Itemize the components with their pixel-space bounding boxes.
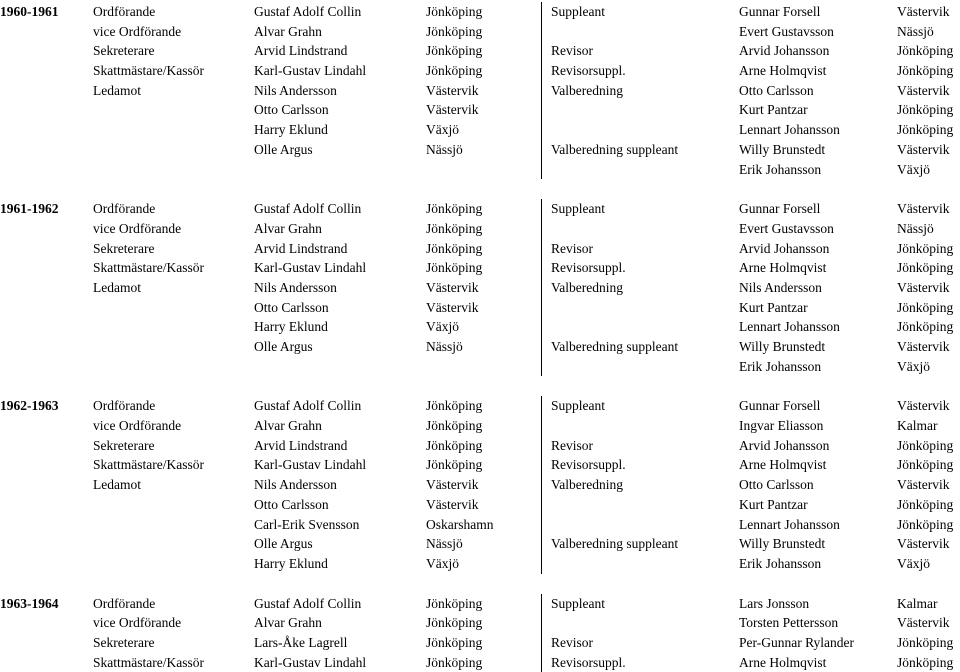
committee-name-cell: Gunnar Forsell	[739, 201, 821, 217]
role-cell: Skattmästare/Kassör	[93, 260, 204, 276]
table-row	[0, 594, 960, 614]
table-row	[0, 278, 960, 298]
committee-role-cell: Revisor	[551, 437, 593, 453]
role-cell: Sekreterare	[93, 43, 155, 59]
town-cell: Jönköping	[426, 418, 483, 434]
name-cell: Karl-Gustav Lindahl	[254, 457, 367, 473]
name-cell: Nils Andersson	[254, 477, 337, 493]
name-cell: Alvar Grahn	[254, 23, 322, 39]
table-row	[0, 416, 960, 436]
name-cell: Lars-Åke Lagrell	[254, 634, 348, 650]
committee-name-cell: Kurt Pantzar	[739, 496, 808, 512]
committee-town-cell: Växjö	[897, 555, 930, 571]
committee-town-cell: Jönköping	[897, 122, 954, 138]
name-cell: Olle Argus	[254, 536, 313, 552]
committee-town-cell: Växjö	[897, 161, 930, 177]
name-cell: Olle Argus	[254, 141, 313, 157]
committee-role-cell: Revisorsuppl.	[551, 260, 626, 276]
table-row	[0, 495, 960, 515]
committee-role-cell: Suppleant	[551, 595, 605, 611]
committee-name-cell: Lennart Johansson	[739, 122, 840, 138]
committee-role-cell: Suppleant	[551, 4, 605, 19]
town-cell: Nässjö	[426, 536, 463, 552]
committee-name-cell: Otto Carlsson	[739, 82, 814, 98]
town-cell: Nässjö	[426, 141, 463, 157]
table-row	[0, 613, 960, 633]
committee-role-cell: Revisor	[551, 43, 593, 59]
table-row	[0, 22, 960, 42]
committee-role-cell: Valberedning	[551, 477, 623, 493]
name-cell: Gustaf Adolf Collin	[254, 201, 362, 217]
name-cell: Harry Eklund	[254, 122, 328, 138]
committee-town-cell: Västervik	[897, 536, 950, 552]
committee-name-cell: Arvid Johansson	[739, 437, 830, 453]
name-cell: Karl-Gustav Lindahl	[254, 260, 367, 276]
committee-town-cell: Jönköping	[897, 102, 954, 118]
town-cell: Jönköping	[426, 457, 483, 473]
name-cell: Otto Carlsson	[254, 496, 329, 512]
name-cell: Nils Andersson	[254, 279, 337, 295]
committee-name-cell: Lennart Johansson	[739, 516, 840, 532]
committee-name-cell: Ingvar Eliasson	[739, 418, 824, 434]
town-cell: Jönköping	[426, 220, 483, 236]
committee-role-cell: Valberedning	[551, 82, 623, 98]
committee-role-cell: Valberedning suppleant	[551, 141, 679, 157]
committee-name-cell: Willy Brunstedt	[739, 339, 826, 354]
name-cell: Otto Carlsson	[254, 299, 329, 315]
committee-town-cell: Jönköping	[897, 299, 954, 315]
committee-name-cell: Arne Holmqvist	[739, 654, 827, 670]
table-row	[0, 298, 960, 318]
committee-name-cell: Gunnar Forsell	[739, 4, 821, 19]
role-cell: Skattmästare/Kassör	[93, 654, 204, 670]
committee-name-cell: Gunnar Forsell	[739, 398, 821, 414]
committee-town-cell: Västervik	[897, 201, 950, 217]
table-row	[0, 120, 960, 140]
table-row	[0, 219, 960, 239]
committee-name-cell: Arvid Johansson	[739, 240, 830, 256]
committee-name-cell: Arne Holmqvist	[739, 63, 827, 79]
committee-name-cell: Torsten Pettersson	[739, 615, 839, 631]
committee-name-cell: Lennart Johansson	[739, 319, 840, 335]
name-cell: Alvar Grahn	[254, 418, 322, 434]
committee-name-cell: Per-Gunnar Rylander	[739, 634, 855, 650]
table-row	[0, 2, 960, 22]
town-cell: Jönköping	[426, 437, 483, 453]
committee-town-cell: Jönköping	[897, 319, 954, 335]
name-cell: Gustaf Adolf Collin	[254, 595, 362, 611]
committee-town-cell: Växjö	[897, 358, 930, 374]
committee-name-cell: Arvid Johansson	[739, 43, 830, 59]
year-block	[0, 594, 960, 672]
name-cell: Harry Eklund	[254, 555, 328, 571]
town-cell: Jönköping	[426, 240, 483, 256]
board-roster-document	[0, 2, 960, 672]
table-row	[0, 100, 960, 120]
town-cell: Västervik	[426, 299, 479, 315]
committee-town-cell: Västervik	[897, 279, 950, 295]
committee-town-cell: Jönköping	[897, 457, 954, 473]
committee-town-cell: Västervik	[897, 141, 950, 157]
town-cell: Växjö	[426, 555, 459, 571]
year-period: 1960-1961	[0, 4, 59, 19]
table-row	[0, 337, 960, 357]
town-cell: Jönköping	[426, 63, 483, 79]
committee-role-cell: Valberedning suppleant	[551, 536, 679, 552]
committee-town-cell: Västervik	[897, 82, 950, 98]
committee-role-cell: Valberedning	[551, 279, 623, 295]
committee-name-cell: Arne Holmqvist	[739, 260, 827, 276]
table-row	[0, 554, 960, 574]
committee-role-cell: Revisor	[551, 240, 593, 256]
role-cell: Sekreterare	[93, 634, 155, 650]
town-cell: Jönköping	[426, 260, 483, 276]
committee-name-cell: Erik Johansson	[739, 161, 822, 177]
role-cell: Sekreterare	[93, 437, 155, 453]
name-cell: Gustaf Adolf Collin	[254, 398, 362, 414]
table-row	[0, 81, 960, 101]
role-cell: Ordförande	[93, 398, 156, 414]
role-cell: vice Ordförande	[93, 220, 182, 236]
committee-town-cell: Västervik	[897, 339, 950, 354]
committee-name-cell: Evert Gustavsson	[739, 220, 834, 236]
committee-town-cell: Nässjö	[897, 220, 934, 236]
year-block	[0, 2, 960, 179]
table-row	[0, 61, 960, 81]
committee-town-cell: Nässjö	[897, 23, 934, 39]
committee-role-cell: Suppleant	[551, 201, 605, 217]
table-row	[0, 534, 960, 554]
role-cell: Ledamot	[93, 477, 141, 493]
year-block	[0, 199, 960, 376]
role-cell: Ordförande	[93, 595, 156, 611]
table-row	[0, 455, 960, 475]
committee-town-cell: Västervik	[897, 615, 950, 631]
town-cell: Västervik	[426, 496, 479, 512]
town-cell: Växjö	[426, 122, 459, 138]
town-cell: Växjö	[426, 319, 459, 335]
name-cell: Harry Eklund	[254, 319, 328, 335]
town-cell: Jönköping	[426, 43, 483, 59]
committee-town-cell: Västervik	[897, 4, 950, 19]
committee-name-cell: Arne Holmqvist	[739, 457, 827, 473]
name-cell: Arvid Lindstrand	[254, 43, 348, 59]
table-row	[0, 160, 960, 180]
committee-town-cell: Jönköping	[897, 240, 954, 256]
committee-name-cell: Kurt Pantzar	[739, 299, 808, 315]
year-period: 1961-1962	[0, 201, 59, 217]
name-cell: Arvid Lindstrand	[254, 240, 348, 256]
town-cell: Oskarshamn	[426, 516, 494, 532]
town-cell: Västervik	[426, 102, 479, 118]
table-row	[0, 475, 960, 495]
name-cell: Alvar Grahn	[254, 615, 322, 631]
committee-town-cell: Jönköping	[897, 43, 954, 59]
table-row	[0, 317, 960, 337]
committee-town-cell: Jönköping	[897, 260, 954, 276]
name-cell: Nils Andersson	[254, 82, 337, 98]
committee-name-cell: Evert Gustavsson	[739, 23, 834, 39]
role-cell: Ordförande	[93, 4, 156, 19]
committee-name-cell: Nils Andersson	[739, 279, 822, 295]
name-cell: Karl-Gustav Lindahl	[254, 63, 367, 79]
committee-town-cell: Jönköping	[897, 654, 954, 670]
committee-name-cell: Willy Brunstedt	[739, 536, 826, 552]
name-cell: Karl-Gustav Lindahl	[254, 654, 367, 670]
town-cell: Västervik	[426, 477, 479, 493]
town-cell: Västervik	[426, 279, 479, 295]
name-cell: Arvid Lindstrand	[254, 437, 348, 453]
role-cell: vice Ordförande	[93, 23, 182, 39]
year-period: 1962-1963	[0, 398, 59, 414]
role-cell: vice Ordförande	[93, 418, 182, 434]
town-cell: Jönköping	[426, 201, 483, 217]
role-cell: Ledamot	[93, 82, 141, 98]
committee-name-cell: Willy Brunstedt	[739, 141, 826, 157]
town-cell: Jönköping	[426, 398, 483, 414]
table-row	[0, 41, 960, 61]
name-cell: Carl-Erik Svensson	[254, 516, 360, 532]
town-cell: Jönköping	[426, 4, 483, 19]
year-block	[0, 396, 960, 573]
committee-town-cell: Jönköping	[897, 437, 954, 453]
role-cell: Skattmästare/Kassör	[93, 63, 204, 79]
town-cell: Nässjö	[426, 339, 463, 354]
committee-role-cell: Valberedning suppleant	[551, 339, 679, 354]
town-cell: Jönköping	[426, 654, 483, 670]
role-cell: Ordförande	[93, 201, 156, 217]
committee-role-cell: Revisor	[551, 634, 593, 650]
table-row	[0, 633, 960, 653]
committee-role-cell: Revisorsuppl.	[551, 654, 626, 670]
town-cell: Jönköping	[426, 595, 483, 611]
table-row	[0, 357, 960, 377]
table-row	[0, 436, 960, 456]
table-row	[0, 258, 960, 278]
committee-role-cell: Revisorsuppl.	[551, 457, 626, 473]
role-cell: Sekreterare	[93, 240, 155, 256]
town-cell: Jönköping	[426, 615, 483, 631]
name-cell: Alvar Grahn	[254, 220, 322, 236]
committee-name-cell: Otto Carlsson	[739, 477, 814, 493]
name-cell: Gustaf Adolf Collin	[254, 4, 362, 19]
role-cell: Ledamot	[93, 279, 141, 295]
name-cell: Otto Carlsson	[254, 102, 329, 118]
committee-town-cell: Kalmar	[897, 418, 938, 434]
committee-role-cell: Suppleant	[551, 398, 605, 414]
committee-name-cell: Erik Johansson	[739, 358, 822, 374]
table-row	[0, 515, 960, 535]
table-row	[0, 653, 960, 672]
role-cell: vice Ordförande	[93, 615, 182, 631]
committee-name-cell: Kurt Pantzar	[739, 102, 808, 118]
committee-name-cell: Lars Jonsson	[739, 595, 810, 611]
year-period: 1963-1964	[0, 595, 59, 611]
table-row	[0, 396, 960, 416]
committee-town-cell: Västervik	[897, 477, 950, 493]
committee-town-cell: Västervik	[897, 398, 950, 414]
table-row	[0, 239, 960, 259]
town-cell: Västervik	[426, 82, 479, 98]
committee-town-cell: Kalmar	[897, 595, 938, 611]
committee-town-cell: Jönköping	[897, 634, 954, 650]
committee-town-cell: Jönköping	[897, 63, 954, 79]
town-cell: Jönköping	[426, 634, 483, 650]
town-cell: Jönköping	[426, 23, 483, 39]
committee-role-cell: Revisorsuppl.	[551, 63, 626, 79]
table-row	[0, 199, 960, 219]
role-cell: Skattmästare/Kassör	[93, 457, 204, 473]
name-cell: Olle Argus	[254, 339, 313, 354]
committee-name-cell: Erik Johansson	[739, 555, 822, 571]
committee-town-cell: Jönköping	[897, 516, 954, 532]
table-row	[0, 140, 960, 160]
committee-town-cell: Jönköping	[897, 496, 954, 512]
